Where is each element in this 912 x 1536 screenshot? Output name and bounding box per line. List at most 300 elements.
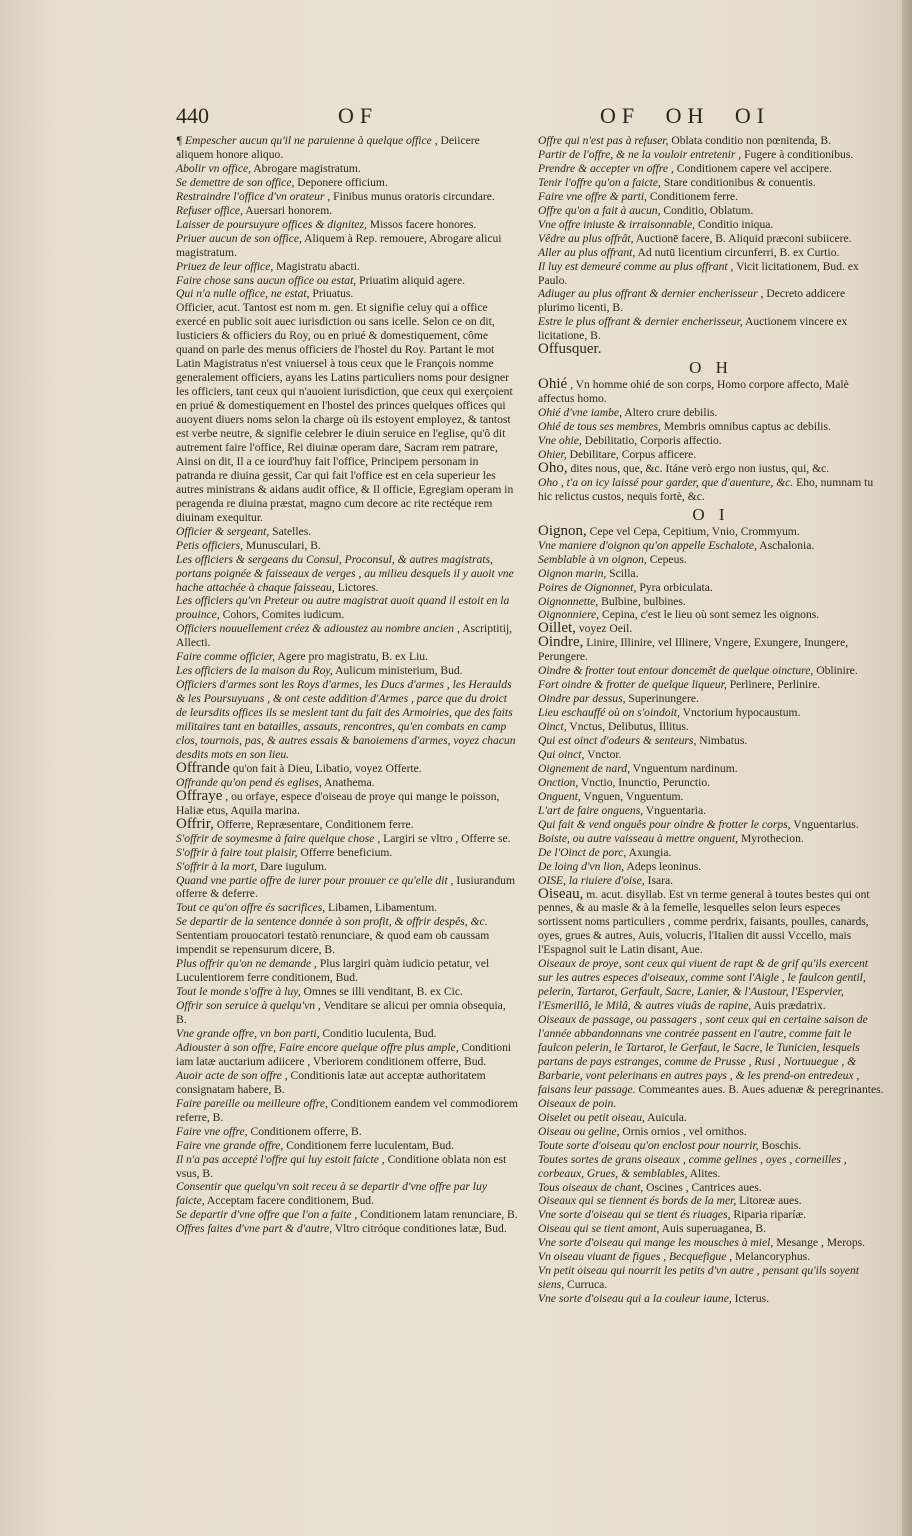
entry-headword: Officiers nouuellement créez & adioustez au nombre ancien , bbox=[176, 622, 460, 636]
entry-translation: Fugere à conditionibus. bbox=[741, 147, 854, 161]
entry-headword: S'offrir à faire tout plaisir, bbox=[176, 845, 298, 859]
entry-headword: Semblable à vn oignon, bbox=[538, 552, 647, 566]
entry-translation: Vnctor. bbox=[584, 747, 622, 761]
entry-headword: Oignon, bbox=[538, 522, 587, 539]
dictionary-entry bbox=[538, 218, 884, 232]
entry-translation: Litoreæ aues. bbox=[736, 1194, 802, 1208]
entry-headword: Oindre, bbox=[538, 634, 584, 651]
dictionary-entry bbox=[538, 1097, 884, 1111]
entry-headword: Restraindre l'office d'vn orateur , bbox=[176, 189, 331, 203]
entry-headword: Oho , t'a on icy laissé pour garder, que d'auenture, &c. bbox=[538, 475, 794, 489]
left-column bbox=[176, 134, 518, 1236]
entry-headword: Vne sorte d'oiseau qui mange les mousches à miel, bbox=[538, 1236, 774, 1250]
dictionary-entry bbox=[538, 434, 884, 448]
entry-headword: Oiseaux de passage, ou passagers , sont ceux qui en certaine saison de l'année abbandonnans vne contrée passent en l'autre, comme fait le faulcon pelerin, le Tartarot, le Gerfaut, le Sacre, le Tunicien, lesquels partans de pays estranges, comme de Prusse , Rusi , Nortuuegue , & Barbarie, vont pelerinans en autres pays , & les prend-on entredeux , faisans leur passage. bbox=[538, 1013, 868, 1096]
entry-headword: Priuez de leur office, bbox=[176, 259, 274, 273]
entry-headword: De l'Oinct de porc, bbox=[538, 845, 627, 859]
dictionary-entry bbox=[176, 232, 518, 260]
entry-headword: Estre le plus offrant & dernier encherisseur, bbox=[538, 315, 743, 329]
entry-headword: Vne grande offre, vn bon parti, bbox=[176, 1027, 320, 1040]
entry-headword: Lieu eschauffé où on s'oindoit, bbox=[538, 706, 680, 720]
entry-headword: OISE, la riuiere d'oise, bbox=[538, 873, 645, 887]
entry-translation: Auis superuaganea, B. bbox=[659, 1222, 766, 1236]
entry-headword: Vne sorte d'oiseau qui se tient és riuages, bbox=[538, 1208, 731, 1222]
entry-headword: Oiseaux de proye, sont ceux qui viuent de rapt & de grif qu'ils exercent sur les autres especes d'oiseaux, comme sont l'Aigle , le faulcon gentil, pelerin, Tartarot, Gerfault, Sacre, Lanier, & l'Austour, l'Espervier, l'Esmerillô, le Milâ, & autres viuâs de rapine, bbox=[538, 957, 869, 1013]
entry-translation: Conditionem latam renunciare, B. bbox=[357, 1208, 518, 1222]
entry-translation: Conditione oblata non est vsus, B. bbox=[176, 1152, 507, 1180]
entry-translation: Auersari honorem. bbox=[242, 203, 333, 217]
entry-translation: Vnctorium hypocaustum. bbox=[679, 706, 801, 720]
entry-translation: Altero crure debilis. bbox=[621, 406, 718, 420]
dictionary-entry bbox=[538, 1292, 884, 1306]
dictionary-entry bbox=[538, 260, 884, 288]
dictionary-entry bbox=[538, 874, 884, 888]
entry-translation: Cepina, c'est le lieu où sont semez les oignons. bbox=[599, 608, 820, 622]
entry-translation: qu'on fait à Dieu, Libatio, voyez Offerte. bbox=[229, 761, 422, 775]
dictionary-entry bbox=[538, 406, 884, 420]
dictionary-entry bbox=[538, 378, 884, 406]
dictionary-entry bbox=[538, 287, 884, 315]
entry-translation: Conditionis latæ aut acceptæ authoritatem consignatam habere, B. bbox=[176, 1068, 486, 1096]
entry-translation: Plus largiri quàm iudicio petatur, vel Luculentiorem ferre conditionem, Bud. bbox=[176, 957, 490, 985]
dictionary-entry bbox=[538, 885, 884, 958]
entry-translation: Curruca. bbox=[564, 1278, 608, 1292]
dictionary-entry bbox=[538, 595, 884, 609]
entry-translation: Auis prædatrix. bbox=[751, 999, 826, 1013]
entry-headword: Aller au plus offrant, bbox=[538, 245, 636, 259]
dictionary-entry bbox=[538, 832, 884, 846]
entry-translation: Linire, Illinire, vel Illinere, Vngere, Exungere, Inungere, Perungere. bbox=[538, 636, 849, 664]
entry-headword: Tenir l'offre qu'on a faicte, bbox=[538, 175, 661, 189]
entry-translation: Perlinere, Perlinire. bbox=[726, 678, 821, 692]
entry-translation: Cepeus. bbox=[646, 552, 687, 566]
entry-translation: Riparia riparíæ. bbox=[730, 1208, 807, 1222]
entry-headword: Ohié bbox=[538, 376, 568, 393]
entry-headword: Il n'a pas accepté l'offre qui luy estoit faicte , bbox=[176, 1152, 385, 1166]
entry-headword: Qui fait & vend onguês pour oindre & frotter le corps, bbox=[538, 817, 791, 831]
entry-headword: Oiseau ou geline, bbox=[538, 1124, 620, 1138]
entry-headword: Ohié de tous ses membres, bbox=[538, 420, 661, 434]
entry-headword: Faire vne offre & parti, bbox=[538, 189, 647, 203]
entry-translation: Conditio iniqua. bbox=[695, 217, 774, 231]
entry-headword: Qui est oinct d'odeurs & senteurs, bbox=[538, 734, 697, 748]
entry-translation: Oblata conditio non pœnitenda, B. bbox=[668, 134, 832, 147]
dictionary-entry bbox=[538, 1111, 884, 1125]
entry-translation: Nimbatus. bbox=[696, 734, 748, 748]
dictionary-entry bbox=[538, 720, 884, 734]
entry-headword: Vn oiseau viuant de figues , Becquefigue , bbox=[538, 1250, 733, 1264]
dictionary-entry bbox=[538, 232, 884, 246]
entry-translation: Abrogare magistratum. bbox=[251, 161, 361, 175]
dictionary-entry bbox=[176, 525, 518, 539]
dictionary-entry bbox=[176, 664, 518, 678]
dictionary-entry bbox=[538, 581, 884, 595]
entry-translation: Scilla. bbox=[606, 566, 639, 580]
entry-translation: Priuatus. bbox=[309, 287, 354, 301]
entry-translation: Debilitare, Corpus afficere. bbox=[566, 447, 697, 461]
entry-translation: Eho, numnam tu hic relictus custos, nequis fortè, &c. bbox=[538, 475, 874, 503]
entry-translation: Aschalonia. bbox=[756, 538, 815, 552]
entry-headword: Tout le monde s'offre à luy, bbox=[176, 985, 301, 999]
entry-translation: Icterus. bbox=[731, 1292, 770, 1306]
entry-headword: Abolir vn office, bbox=[176, 161, 252, 175]
entry-headword: Offrande bbox=[176, 759, 230, 776]
dictionary-entry bbox=[176, 957, 518, 985]
dictionary-entry bbox=[538, 1013, 884, 1097]
dictionary-entry bbox=[538, 664, 884, 678]
entry-headword: Officier & sergeant, bbox=[176, 524, 270, 538]
dictionary-entry bbox=[176, 1208, 518, 1222]
entry-headword: Officiers d'armes sont les Roys d'armes, les Ducs d'armes , les Heraulds & les Poursuyuans , & ont ceste addition d'Armes , parce que du droict de leursdits offices ils se meslent tant du fait des Armoiries, que des faits militaires tant en batailles, assauts, rencontres, qu'en combats en camp clos, tournois, pas, & autres essais & banoiemens d'armes, voyez chacun desdits mots en son lieu. bbox=[176, 678, 516, 761]
entry-translation: Vnctus, Delibutus, Illitus. bbox=[566, 720, 689, 734]
entry-headword: Toutes sortes de grans oiseaux , comme gelines , oyes , corneilles , corbeaux, Grues, & semblables, bbox=[538, 1152, 847, 1180]
entry-headword: Offrir son seruice à quelqu'vn , bbox=[176, 999, 321, 1013]
dictionary-entry bbox=[538, 134, 884, 148]
entry-headword: Oillet, bbox=[538, 620, 576, 637]
entry-headword: Offre qui n'est pas à refuser, bbox=[538, 134, 669, 147]
entry-headword: Vn petit oiseau qui nourrit les petits d'vn autre , pensant qu'ils soyent siens, bbox=[538, 1264, 860, 1292]
dictionary-entry bbox=[538, 1222, 884, 1236]
entry-translation: Ornis ornios , vel ornithos. bbox=[619, 1124, 747, 1138]
entry-headword: Offraye bbox=[176, 787, 223, 804]
dictionary-entry bbox=[176, 1027, 518, 1041]
entry-headword: Oignon marin, bbox=[538, 566, 607, 580]
entry-translation: Commeantes aues. B. Aues aduenæ & peregrinantes. bbox=[635, 1082, 884, 1096]
entry-translation: Bulbine, bulbines. bbox=[598, 594, 686, 608]
entry-headword: Oiselet ou petit oiseau, bbox=[538, 1110, 645, 1124]
dictionary-entry bbox=[538, 762, 884, 776]
dictionary-entry bbox=[538, 539, 884, 553]
dictionary-entry bbox=[538, 476, 884, 504]
entry-translation: Conditionem ferre. bbox=[646, 189, 739, 203]
entry-headword: Toute sorte d'oiseau qu'on enclost pour nourrir, bbox=[538, 1138, 759, 1152]
entry-translation: Finibus munus oratoris circundare. bbox=[330, 189, 495, 203]
entry-translation: Deiicere aliquem honore aliquo. bbox=[176, 134, 480, 161]
entry-translation: Aulicum ministerium, Bud. bbox=[332, 664, 463, 678]
entry-headword: Oindre & frotter tout entour doncemêt de quelque oincture, bbox=[538, 664, 814, 678]
dictionary-entry bbox=[176, 274, 518, 288]
dictionary-entry bbox=[538, 148, 884, 162]
dictionary-entry bbox=[176, 1069, 518, 1097]
entry-translation: Libamen, Libamentum. bbox=[325, 901, 438, 915]
page-header bbox=[0, 103, 912, 133]
entry-headword: Consentir que quelqu'vn soit receu à se departir d'vne offre par luy faicte, bbox=[176, 1180, 487, 1208]
entry-translation: m. acut. disyllab. Est vn terme general à toutes bestes qui ont pennes, & au masle & à la femelle, lesquelles selon leurs especes sortissent noms particuliers , comme perdrix, faisants, poulles, canards, oyes, grues & autres, Auis, volucris, l'Italien dit aussi Vccello, mais l'Espagnol suit le Latin disant, Aue. bbox=[538, 887, 870, 957]
entry-headword: Se demettre de son office, bbox=[176, 175, 295, 189]
entry-translation: Oscines , Cantrices aues. bbox=[643, 1180, 762, 1194]
entry-translation: Cepe vel Cepa, Cepitium, Vnio, Crommyum. bbox=[586, 524, 800, 538]
dictionary-entry bbox=[176, 832, 518, 846]
entry-headword: L'art de faire onguens, bbox=[538, 803, 644, 817]
entry-headword: Les officiers qu'vn Preteur ou autre magistrat auoit quand il estoit en la prouince, bbox=[176, 594, 510, 622]
entry-headword: Auoir acte de son offre , bbox=[176, 1068, 288, 1082]
dictionary-entry bbox=[538, 860, 884, 874]
entry-headword: Qui oinct, bbox=[538, 747, 585, 761]
dictionary-entry bbox=[176, 1222, 518, 1236]
dictionary-entry bbox=[176, 1180, 518, 1208]
entry-headword: Adiuger au plus offrant & dernier encherisseur , bbox=[538, 287, 764, 301]
entry-headword: Tout ce qu'on offre és sacrifices, bbox=[176, 901, 326, 915]
dictionary-entry bbox=[176, 190, 518, 204]
dictionary-entry bbox=[538, 1250, 884, 1264]
entry-translation: Cohors, Comites iudicum. bbox=[219, 608, 345, 622]
dictionary-entry bbox=[538, 748, 884, 762]
dictionary-entry bbox=[176, 787, 518, 818]
dictionary-entry bbox=[176, 846, 518, 860]
entry-translation: Omnes se illi venditant, B. ex Cic. bbox=[300, 985, 463, 999]
entry-headword: Vne ohie, bbox=[538, 434, 582, 448]
dictionary-entry bbox=[176, 553, 518, 595]
entries-of-continued bbox=[538, 134, 884, 357]
entry-headword: Il luy est demeuré comme au plus offrant , bbox=[538, 259, 734, 273]
dictionary-entry bbox=[176, 985, 518, 999]
entry-headword: Se departir de la sentence donnée à son profit, & offrir despês, &c. bbox=[176, 915, 488, 929]
entry-translation: dites nous, que, &c. Itáne verò ergo non iustus, qui, &c. bbox=[567, 461, 830, 475]
entry-headword: Oiseaux qui se tiennent és bords de la mer, bbox=[538, 1194, 737, 1208]
entry-translation: Largiri se vltro , Offerre se. bbox=[380, 831, 511, 845]
entry-headword: Priuer aucun de son office, bbox=[176, 231, 302, 245]
entry-headword: Vêdre au plus offrât, bbox=[538, 231, 634, 245]
entry-translation: Agere pro magistratu, B. ex Liu. bbox=[275, 650, 429, 664]
page-edge bbox=[902, 0, 912, 1536]
dictionary-entry bbox=[538, 343, 884, 357]
dictionary-entry bbox=[538, 204, 884, 218]
entry-translation: Magistratu abacti. bbox=[273, 259, 360, 273]
entry-headword: Laisser de poursuyure offices & dignitez, bbox=[176, 217, 367, 231]
entry-headword: Vne offre iniuste & irraisonnable, bbox=[538, 217, 696, 231]
entry-translation: Aliquem à Rep. remouere, Abrogare alicui magistratum. bbox=[176, 231, 502, 259]
dictionary-entry bbox=[176, 915, 518, 957]
entry-headword: Oiseau qui se tient amont, bbox=[538, 1222, 660, 1236]
entry-headword: Oinct, bbox=[538, 720, 567, 734]
entry-headword: S'offrir de soymesme à faire quelque chose , bbox=[176, 831, 381, 845]
entry-translation: Superinungere. bbox=[625, 692, 699, 706]
entry-headword: Partir de l'offre, & ne la vouloir entretenir , bbox=[538, 147, 742, 161]
entry-headword: Oignonnette, bbox=[538, 594, 599, 608]
entry-translation: Vltro citróque conditiones latæ, Bud. bbox=[332, 1222, 507, 1236]
entry-translation: Ascriptitij, Allecti. bbox=[176, 622, 513, 650]
entry-translation: Acceptam facere conditionem, Bud. bbox=[204, 1194, 374, 1208]
dictionary-entry bbox=[538, 1264, 884, 1292]
dictionary-entry bbox=[538, 315, 884, 343]
entry-headword: S'offrir à la mort, bbox=[176, 859, 258, 873]
dictionary-entry bbox=[538, 692, 884, 706]
dictionary-entry bbox=[538, 790, 884, 804]
dictionary-entry bbox=[176, 678, 518, 762]
section-heading-oh: O H bbox=[689, 358, 733, 378]
entry-headword: Oignonniere, bbox=[538, 608, 600, 622]
entries-oh bbox=[538, 378, 884, 504]
entry-translation: Iusiurandum offerre & deferre. bbox=[176, 873, 515, 901]
dictionary-entry bbox=[176, 1097, 518, 1125]
dictionary-entry bbox=[538, 567, 884, 581]
entry-translation: Priuatim aliquid agere. bbox=[356, 273, 466, 287]
entry-translation: Axungia. bbox=[626, 845, 672, 859]
dictionary-entry bbox=[176, 1041, 518, 1069]
dictionary-entry bbox=[538, 190, 884, 204]
entry-headword: Offrir, bbox=[176, 815, 214, 832]
dictionary-entry bbox=[538, 1194, 884, 1208]
dictionary-entry bbox=[176, 1153, 518, 1181]
section-heading-oi: O I bbox=[692, 504, 730, 524]
page-number: 440 bbox=[176, 103, 209, 128]
entry-headword: Faire vne grande offre, bbox=[176, 1138, 284, 1152]
entry-headword: Prendre & accepter vn offre , bbox=[538, 161, 674, 175]
entry-headword: Vne sorte d'oiseau qui a la couleur iaune, bbox=[538, 1292, 732, 1306]
dictionary-entry bbox=[538, 1125, 884, 1139]
entry-translation: Stare conditionibus & conuentis. bbox=[660, 175, 816, 189]
dictionary-entry bbox=[176, 1139, 518, 1153]
entry-translation: Lictores. bbox=[334, 580, 379, 594]
dictionary-entry bbox=[538, 608, 884, 622]
entry-translation: Ad nutū licentium circunferri, B. ex Curtio. bbox=[635, 245, 840, 259]
entry-translation: Adeps leoninus. bbox=[624, 859, 702, 873]
entry-translation: Myrothecion. bbox=[738, 831, 804, 845]
entry-headword: Offrande qu'on pend és eglises, bbox=[176, 775, 322, 789]
dictionary-entry bbox=[538, 176, 884, 190]
dictionary-entry bbox=[176, 218, 518, 232]
dictionary-entry bbox=[176, 204, 518, 218]
dictionary-entry bbox=[176, 287, 518, 301]
entry-headword: Vne maniere d'oignon qu'on appelle Eschalote, bbox=[538, 538, 757, 552]
entry-headword: Oiseaux de poin. bbox=[538, 1096, 617, 1110]
dictionary-entry bbox=[538, 553, 884, 567]
entry-translation: Vnguentum nardinum. bbox=[629, 761, 738, 775]
entry-headword: Faire vne offre, bbox=[176, 1124, 248, 1138]
dictionary-entry bbox=[176, 860, 518, 874]
entry-translation: Conditionem capere vel accipere. bbox=[673, 161, 832, 175]
entry-headword: Adiouster à son offre, Faire encore quelque offre plus ample, bbox=[176, 1040, 459, 1054]
entry-headword: Faire pareille ou meilleure offre, bbox=[176, 1096, 328, 1110]
entry-headword: Oindre par dessus, bbox=[538, 692, 626, 706]
dictionary-entry bbox=[176, 176, 518, 190]
entry-headword: Refuser office, bbox=[176, 203, 243, 217]
dictionary-entry bbox=[538, 1153, 884, 1181]
entry-translation: Satelles. bbox=[269, 524, 312, 538]
dictionary-entry bbox=[538, 734, 884, 748]
entry-translation: Offerre, Repræsentare, Conditionem ferre. bbox=[213, 817, 414, 831]
entry-translation: Auicula. bbox=[644, 1110, 687, 1124]
entry-translation: Pyra orbiculata. bbox=[636, 580, 713, 594]
right-column bbox=[538, 134, 884, 1306]
dictionary-entry bbox=[538, 1181, 884, 1195]
entry-translation: Conditioni iam latæ auctarium adiicere , Vberiorem conditionem offerre, Bud. bbox=[176, 1040, 512, 1068]
entry-headword: Plus offrir qu'on ne demande , bbox=[176, 957, 317, 971]
entry-translation: Melancoryphus. bbox=[732, 1250, 811, 1264]
entry-translation: Sententiam prouocatori testatò renunciare, & quod eam ob caussam impendit se repensurum dicere, B. bbox=[176, 929, 490, 957]
entry-translation: Conditionem ferre luculentam, Bud. bbox=[283, 1138, 454, 1152]
dictionary-entry bbox=[538, 957, 884, 1013]
dictionary-entry bbox=[538, 459, 884, 476]
dictionary-entry bbox=[176, 759, 518, 776]
right-running-head: OF OH OI bbox=[600, 103, 771, 128]
entry-translation: Auctionē facere, B. Aliquid præconi subiicere. bbox=[633, 231, 852, 245]
entry-translation: Venditare se alicui per omnia obsequia, B. bbox=[176, 999, 506, 1027]
entry-translation: Officier, acut. Tantost est nom m. gen. Et signifie celuy qui a office exercé en public soit auec iurisdiction ou sans icelle. Selon ce on dit, Iusticiers & officiers du Roy, ou en priué & domestiquement, côme quand on parle des menus officiers de l'hostel du Roy. Partant le mot Latin Magistratus n'est vniuersel à tous ceux que le François nomme generalement officiers, ayans les Latins particuliers noms pour designer les officiers, tant ceux qui n'auoient iurisdiction, que ceux qui exerçoient en priué & domestiquement en l'hostel des princes quelques offices qui auoyent diuers noms selon la charge où ils estoyent employez, & tantost est verbe neutre, & signifie celebrer le diuin seruice en l'eglise, qu'ô dit autrement faire l'office, Rei diuinæ operam dare, Sacram rem patrare, Ainsi on dit, Il a ce iourd'huy fait l'office, Principem personam in patranda re diuina gessit, Car qui fait l'office est en cela superieur les autres ministrans & aidans audit office, & Il officie, Egregiam operam in peragenda re diuina præstat, magno cum decore ac rite rectéque rem diuinam exequitur. bbox=[176, 301, 514, 524]
entry-translation: Offerre beneficium. bbox=[297, 845, 393, 859]
entry-headword: Ohier, bbox=[538, 447, 567, 461]
entry-translation: Conditio, Oblatum. bbox=[660, 203, 754, 217]
entry-translation: Vicit licitationem, Bud. ex Paulo. bbox=[538, 259, 859, 287]
dictionary-entry bbox=[538, 622, 884, 636]
dictionary-entry bbox=[176, 1125, 518, 1139]
dictionary-entry bbox=[538, 420, 884, 434]
entry-translation: Isara. bbox=[644, 873, 674, 887]
dictionary-entry bbox=[538, 448, 884, 462]
entry-headword: Qui n'a nulle office, ne estat, bbox=[176, 287, 310, 301]
entry-translation: , ou orfaye, espece d'oiseau de proye qui mange le poisson, Haliæ etus, Aquila marina. bbox=[176, 789, 500, 817]
dictionary-entry bbox=[538, 804, 884, 818]
entry-translation: Conditio luculenta, Bud. bbox=[319, 1027, 437, 1040]
dictionary-entry bbox=[538, 846, 884, 860]
entry-headword: Fort oindre & frotter de quelque liqueur, bbox=[538, 678, 727, 692]
entry-headword: Faire comme officier, bbox=[176, 650, 276, 664]
entry-headword: Oiseau, bbox=[538, 885, 584, 902]
entry-headword: Oho, bbox=[538, 459, 568, 476]
entry-translation: voyez Oeil. bbox=[575, 622, 633, 636]
left-running-head: OF bbox=[338, 103, 379, 128]
entry-translation: Conditionem offerre, B. bbox=[247, 1124, 362, 1138]
entry-headword: Faire chose sans aucun office ou estat, bbox=[176, 273, 357, 287]
entry-headword: Onguent, bbox=[538, 789, 581, 803]
dictionary-entry bbox=[176, 901, 518, 915]
entry-headword: Offre qu'on a fait à aucun, bbox=[538, 203, 661, 217]
entry-translation: Debilitatio, Corporis affectio. bbox=[581, 434, 722, 448]
dictionary-entry bbox=[538, 636, 884, 664]
dictionary-entry bbox=[176, 622, 518, 650]
entry-translation: Decreto addicere plurimo licenti, B. bbox=[538, 287, 846, 315]
entry-headword: Oignement de nard, bbox=[538, 761, 630, 775]
entry-headword: Offusquer. bbox=[538, 341, 602, 358]
entry-headword: Les officiers de la maison du Roy, bbox=[176, 664, 333, 678]
entry-headword: Ohié d'vne iambe, bbox=[538, 406, 622, 420]
entry-translation: , Vn homme ohié de son corps, Homo corpore affecto, Malè affectus homo. bbox=[538, 378, 849, 406]
dictionary-entry bbox=[176, 162, 518, 176]
entry-translation: Boschis. bbox=[758, 1138, 802, 1152]
entry-headword: Les officiers & sergeans du Consul, Proconsul, & autres magistrats, portans poignée & faisseaux de verges , au milieu desquels il y auoit vne hache attachée à chaque faisseau, bbox=[176, 552, 514, 594]
entry-headword: Offres faites d'vne part & d'autre, bbox=[176, 1222, 333, 1236]
dictionary-entry bbox=[538, 522, 884, 539]
entry-translation: Vnguentaria. bbox=[643, 803, 706, 817]
dictionary-entry bbox=[176, 874, 518, 902]
entry-headword: Poires de Oignonnet, bbox=[538, 580, 637, 594]
entries-oi bbox=[538, 522, 884, 1306]
entry-headword: ¶ Empescher aucun qu'il ne paruienne à quelque office , bbox=[176, 134, 438, 147]
entry-headword: Onction, bbox=[538, 775, 579, 789]
entry-translation: Anathema. bbox=[321, 775, 375, 789]
entry-translation: Munusculari, B. bbox=[242, 538, 321, 552]
dictionary-entry bbox=[176, 301, 518, 524]
entry-headword: Quand vne partie offre de iurer pour prouuer ce qu'elle dit , bbox=[176, 873, 454, 887]
entry-translation: Alites. bbox=[687, 1166, 721, 1180]
entry-translation: Conditionem eandem vel commodiorem referre, B. bbox=[176, 1096, 518, 1124]
dictionary-entry bbox=[538, 1208, 884, 1222]
entry-translation: Oblinire. bbox=[813, 664, 858, 678]
dictionary-entry bbox=[176, 260, 518, 274]
entry-headword: Tous oiseaux de chant, bbox=[538, 1180, 644, 1194]
entry-translation: Mesange , Merops. bbox=[773, 1236, 866, 1250]
dictionary-entry bbox=[538, 1139, 884, 1153]
entry-translation: Dare iugulum. bbox=[257, 859, 327, 873]
dictionary-entry bbox=[538, 1236, 884, 1250]
entry-headword: Se departir d'vne offre que l'on a faite , bbox=[176, 1208, 358, 1222]
entry-translation: Vnguentarius. bbox=[790, 817, 859, 831]
entry-translation: Auctionem vincere ex licitatione, B. bbox=[538, 315, 848, 343]
dictionary-entry bbox=[538, 706, 884, 720]
dictionary-entry bbox=[538, 818, 884, 832]
dictionary-entry bbox=[176, 999, 518, 1027]
dictionary-entry bbox=[538, 776, 884, 790]
